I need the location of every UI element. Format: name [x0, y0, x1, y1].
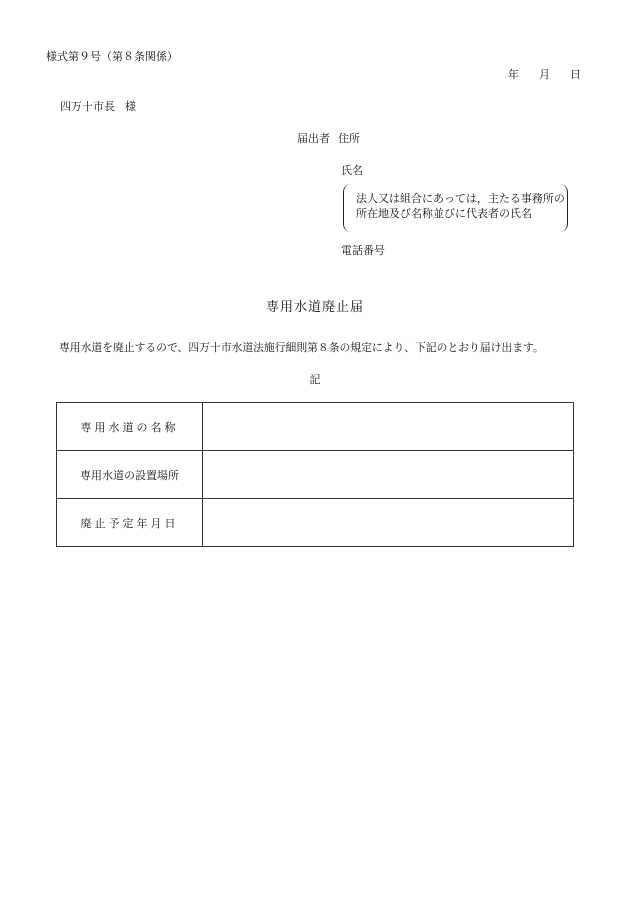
- installation-location-field[interactable]: [203, 451, 574, 499]
- applicant-label: 届出者: [297, 132, 330, 145]
- date-year-label: 年: [508, 68, 519, 81]
- applicant-address-line: [297, 130, 360, 146]
- water-supply-name-label: 専用水道の名称: [57, 403, 203, 451]
- water-supply-name-field[interactable]: [203, 403, 574, 451]
- installation-location-label: 専用水道の設置場所: [57, 451, 203, 499]
- scheduled-abolition-date-field[interactable]: [203, 499, 574, 547]
- addressee: [60, 98, 136, 114]
- corporate-note-line-2: 所在地及び名称並びに代表者の氏名: [356, 207, 532, 220]
- date-month-label: 月: [539, 68, 550, 81]
- date-line: [508, 66, 581, 82]
- date-day-label: 日: [570, 68, 581, 81]
- address-label: 住所: [338, 132, 360, 145]
- document-title: 専用水道廃止届: [265, 300, 364, 315]
- scheduled-abolition-date-label: 廃止予定年月日: [57, 499, 203, 547]
- ki-label: 記: [309, 373, 321, 386]
- table-row: [57, 499, 574, 547]
- phone-label: 電話番号: [341, 244, 385, 257]
- body-text: 専用水道を廃止するので、四万十市水道法施行細則第８条の規定により、下記のとおり届け出ます。: [59, 341, 544, 354]
- table-row: [57, 403, 574, 451]
- name-label: 氏名: [341, 164, 363, 177]
- corporate-note: [343, 184, 568, 232]
- details-table: [56, 402, 574, 547]
- table-row: [57, 451, 574, 499]
- addressee-name: 四万十市長: [60, 100, 115, 113]
- form-number: 様式第９号（第８条関係）: [46, 50, 178, 63]
- honorific: 様: [125, 100, 136, 113]
- corporate-note-line-1: 法人又は組合にあっては，主たる事務所の: [356, 192, 565, 205]
